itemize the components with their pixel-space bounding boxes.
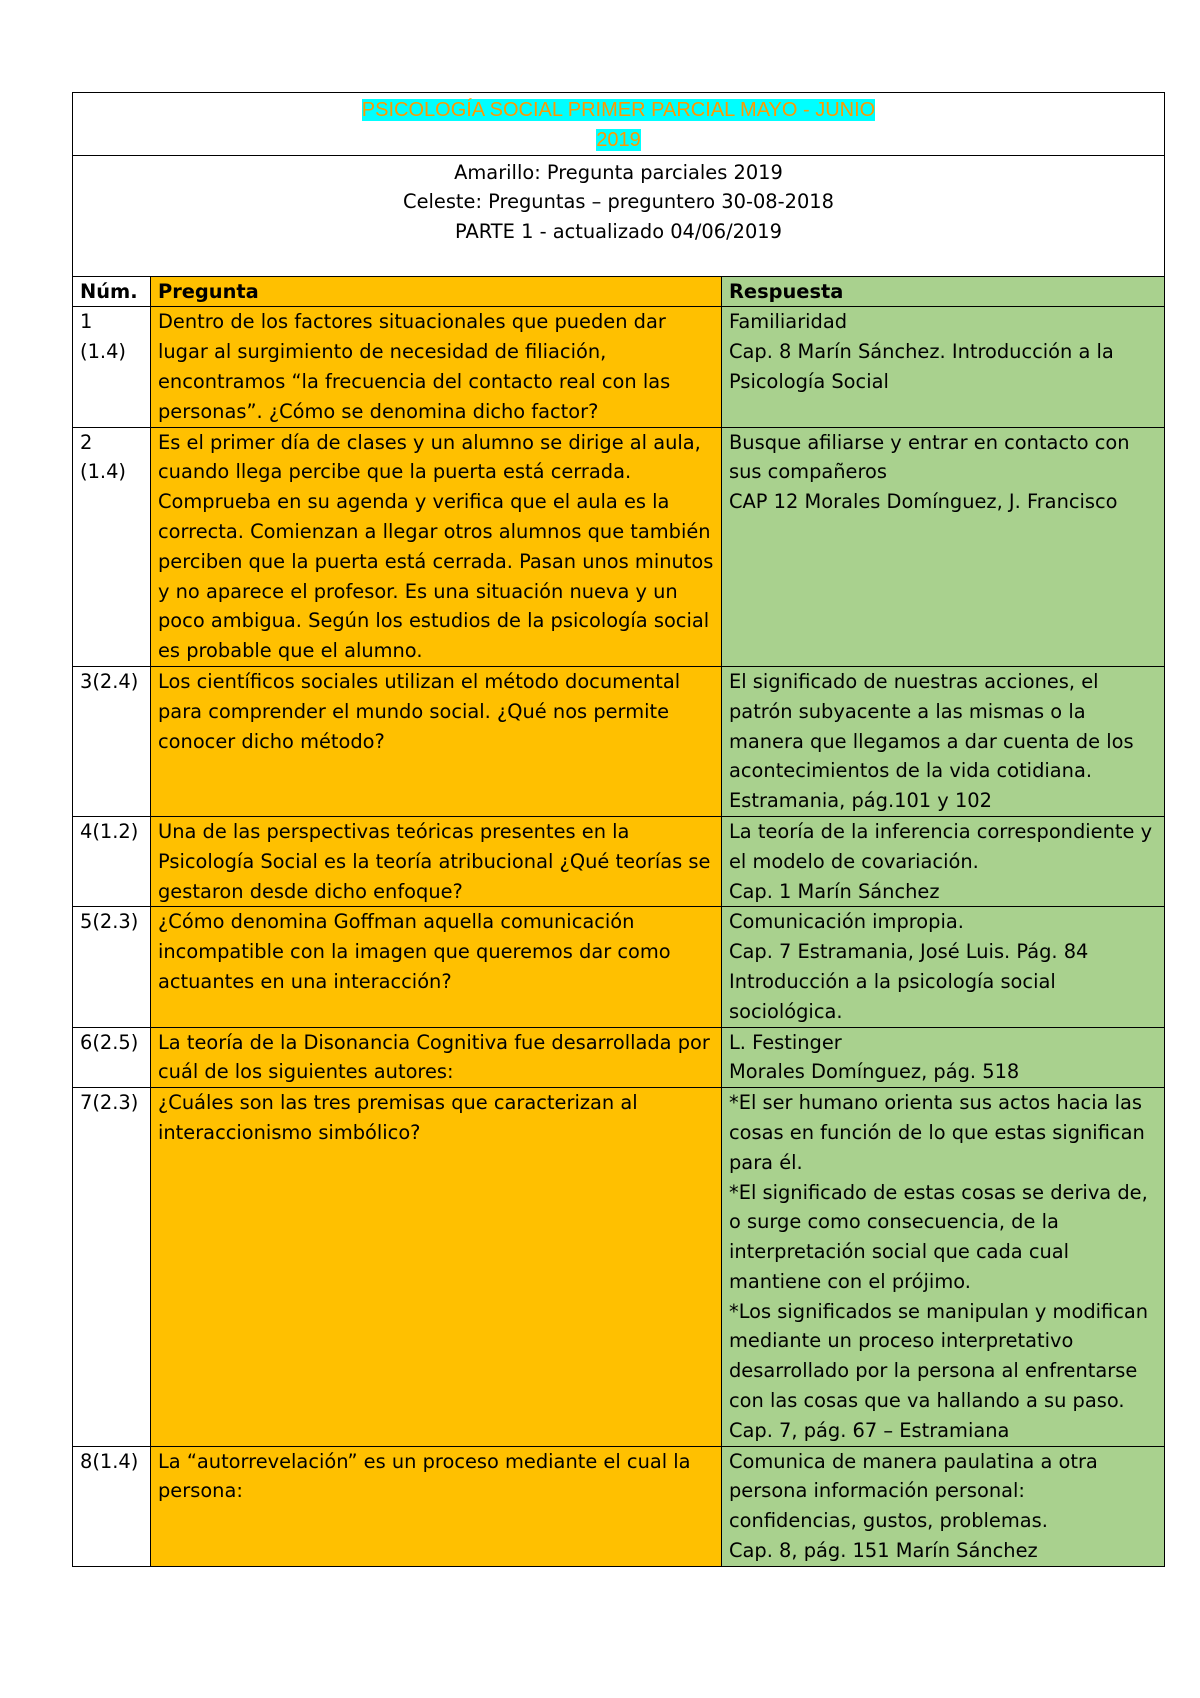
answer-source: Cap. 8, pág. 151 Marín Sánchez xyxy=(729,1539,1038,1563)
table-row xyxy=(73,1027,1165,1088)
header-answer: Respuesta xyxy=(722,276,1165,307)
table-row xyxy=(73,666,1165,816)
answer-source: CAP 12 Morales Domínguez, J. Francisco xyxy=(729,490,1118,514)
answer-cell xyxy=(722,1027,1165,1088)
legend-yellow: Amarillo: Pregunta parciales 2019 xyxy=(454,160,783,184)
row-num: 2 (1.4) xyxy=(73,427,151,666)
answer-cell xyxy=(722,307,1165,427)
table-row xyxy=(73,1088,1165,1447)
document-title-line2: 2019 xyxy=(596,128,641,151)
answer-source: Morales Domínguez, pág. 518 xyxy=(729,1060,1020,1084)
answer-text: Comunicación impropia. xyxy=(729,910,964,934)
table-row xyxy=(73,1446,1165,1566)
answer-source: Cap. 8 Marín Sánchez. Introducción a la Psicología Social xyxy=(729,340,1114,393)
answer-premise-2: *El significado de estas cosas se deriva de, o surge como consecuencia, de la interpretación social que cada cual mantiene con el prójimo. xyxy=(729,1180,1148,1293)
answer-cell xyxy=(722,666,1165,816)
row-num: 1 (1.4) xyxy=(73,307,151,427)
legend-cyan: Celeste: Preguntas – preguntero 30-08-2018 xyxy=(403,190,834,214)
question-cell: Dentro de los factores situacionales que pueden dar lugar al surgimiento de necesidad de filiación, encontramos “la frecuencia del contacto real con las personas”. ¿Cómo se denomina dicho factor? xyxy=(151,307,722,427)
answer-cell xyxy=(722,1446,1165,1566)
answer-cell xyxy=(722,816,1165,906)
info-cell xyxy=(73,155,1165,276)
document-title-line1: PSICOLOGÍA SOCIAL PRIMER PARCIAL MAYO - JUNIO xyxy=(361,99,876,121)
answer-text: Comunica de manera paulatina a otra persona información personal: confidencias, gustos, problemas. xyxy=(729,1449,1098,1533)
answer-text: Busque afiliarse y entrar en contacto con sus compañeros xyxy=(729,430,1130,484)
answer-text: L. Festinger xyxy=(729,1030,842,1054)
table-row xyxy=(73,816,1165,906)
row-num: 6(2.5) xyxy=(73,1027,151,1088)
title-row xyxy=(73,93,1165,156)
answer-cell xyxy=(722,907,1165,1027)
exam-table xyxy=(72,92,1165,1567)
row-num: 3(2.4) xyxy=(73,666,151,816)
question-cell: ¿Cuáles son las tres premisas que caracterizan al interaccionismo simbólico? xyxy=(151,1088,722,1447)
answer-text: El significado de nuestras acciones, el patrón subyacente a las mismas o la manera que llegamos a dar cuenta de los acontecimientos de la vida cotidiana. xyxy=(729,669,1134,783)
part-update: PARTE 1 - actualizado 04/06/2019 xyxy=(455,220,782,244)
row-num: 7(2.3) xyxy=(73,1088,151,1447)
answer-cell xyxy=(722,1088,1165,1447)
row-num: 5(2.3) xyxy=(73,907,151,1027)
answer-text: Familiaridad xyxy=(729,310,848,334)
info-row xyxy=(73,155,1165,276)
table-row xyxy=(73,307,1165,427)
answer-cell xyxy=(722,427,1165,666)
question-cell: Es el primer día de clases y un alumno se dirige al aula, cuando llega percibe que la puerta está cerrada. Comprueba en su agenda y verifica que el aula es la correcta. Comienzan a llegar otros alumnos que también perciben que la puerta está cerrada. Pasan unos minutos y no aparece el profesor. Es una situación nueva y un poco ambigua. Según los estudios de la psicología social es probable que el alumno. xyxy=(151,427,722,666)
answer-source: Cap. 1 Marín Sánchez xyxy=(729,879,940,903)
row-num: 4(1.2) xyxy=(73,816,151,906)
title-cell xyxy=(73,93,1165,156)
table-row xyxy=(73,427,1165,666)
question-cell: ¿Cómo denomina Goffman aquella comunicación incompatible con la imagen que queremos dar como actuantes en una interacción? xyxy=(151,907,722,1027)
header-row xyxy=(73,276,1165,307)
header-num: Núm. xyxy=(73,276,151,307)
answer-source: Cap. 7, pág. 67 – Estramiana xyxy=(729,1418,1010,1442)
question-cell: Una de las perspectivas teóricas presentes en la Psicología Social es la teoría atribucional ¿Qué teorías se gestaron desde dicho enfoque? xyxy=(151,816,722,906)
answer-premise-1: *El ser humano orienta sus actos hacia las cosas en función de lo que estas significan para él. xyxy=(729,1091,1145,1174)
answer-source: Cap. 7 Estramania, José Luis. Pág. 84 Introducción a la psicología social sociológica. xyxy=(729,940,1089,1023)
question-cell: Los científicos sociales utilizan el método documental para comprender el mundo social. ¿Qué nos permite conocer dicho método? xyxy=(151,666,722,816)
answer-source: Estramania, pág.101 y 102 xyxy=(729,789,992,813)
header-question: Pregunta xyxy=(151,276,722,307)
question-cell: La “autorrevelación” es un proceso mediante el cual la persona: xyxy=(151,1446,722,1566)
table-row xyxy=(73,907,1165,1027)
answer-premise-3: *Los significados se manipulan y modifican mediante un proceso interpretativo desarrollado por la persona al enfrentarse con las cosas que va hallando a su paso. xyxy=(729,1299,1149,1413)
row-num: 8(1.4) xyxy=(73,1446,151,1566)
question-cell: La teoría de la Disonancia Cognitiva fue desarrollada por cuál de los siguientes autores: xyxy=(151,1027,722,1088)
answer-text: La teoría de la inferencia correspondiente y el modelo de covariación. xyxy=(729,819,1153,873)
